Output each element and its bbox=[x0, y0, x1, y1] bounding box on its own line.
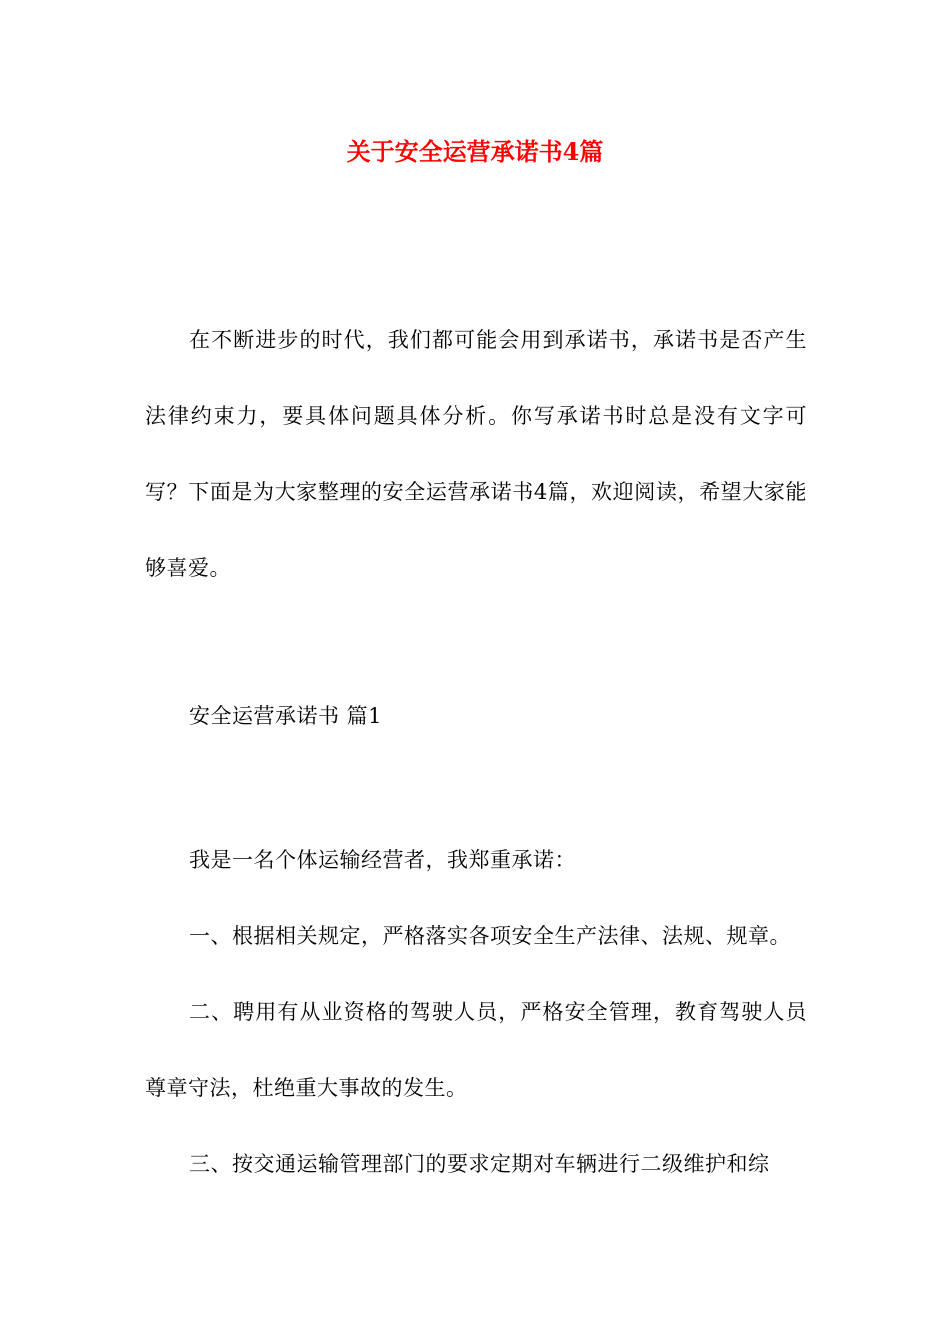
document-title: 关于安全运营承诺书4篇 bbox=[346, 137, 604, 166]
paragraph-pledge-intro: 我是一名个体运输经营者，我郑重承诺： bbox=[189, 848, 576, 872]
section-heading: 安全运营承诺书 篇1 bbox=[189, 704, 383, 728]
intro-paragraph: 在不断进步的时代，我们都可能会用到承诺书，承诺书是否产生法律约束力，要具体问题具体分析。你写承诺书时总是没有文字可写？下面是为大家整理的安全运营承诺书4篇，欢迎阅读，希望大家能够喜爱。 bbox=[145, 328, 807, 580]
paragraph-item-3: 三、按交通运输管理部门的要求定期对车辆进行二级维护和综 bbox=[189, 1152, 770, 1176]
paragraph-item-2: 二、聘用有从业资格的驾驶人员，严格安全管理，教育驾驶人员尊章守法，杜绝重大事故的发生。 bbox=[145, 1000, 807, 1100]
paragraph-item-1: 一、根据相关规定，严格落实各项安全生产法律、法规、规章。 bbox=[189, 924, 791, 948]
